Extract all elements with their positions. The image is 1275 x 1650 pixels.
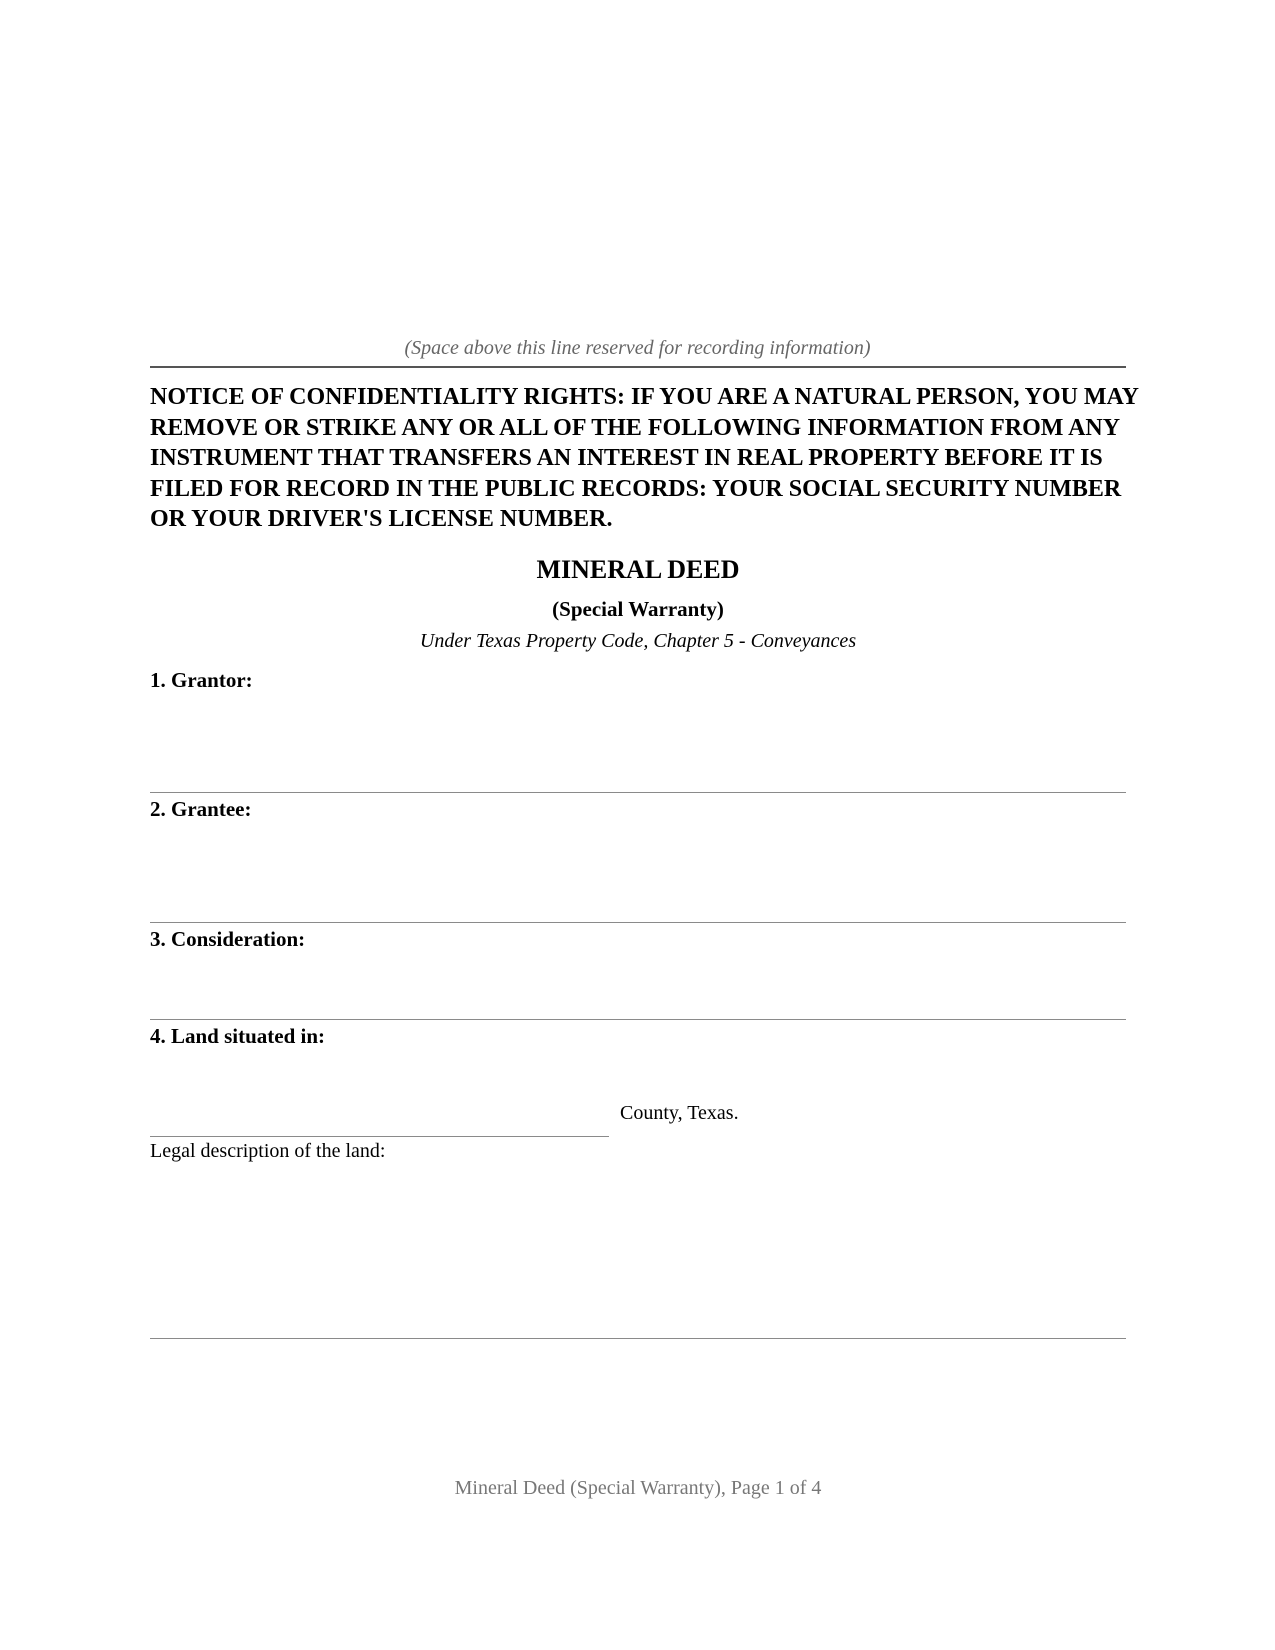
land-situated-label: 4. Land situated in: [150,1024,326,1048]
recording-divider [150,366,1126,368]
county-suffix: County, Texas. [620,1102,739,1124]
consideration-label: 3. Consideration: [150,927,306,951]
legal-description-entry-line[interactable] [150,1338,1126,1339]
county-entry-line[interactable] [150,1136,609,1137]
statute-reference: Under Texas Property Code, Chapter 5 - Conveyances [419,630,857,652]
legal-description-label: Legal description of the land: [150,1140,386,1162]
page-footer: Mineral Deed (Special Warranty), Page 1 of 4 [454,1477,822,1499]
grantor-label: 1. Grantor: [150,668,253,692]
consideration-entry-line[interactable] [150,1019,1126,1020]
document-title: MINERAL DEED [536,555,740,584]
recording-info-note: (Space above this line reserved for recording information) [404,337,871,359]
confidentiality-notice: NOTICE OF CONFIDENTIALITY RIGHTS: IF YOU ARE A NATURAL PERSON, YOU MAY REMOVE OR STRIKE ANY OR ALL OF THE FOLLOWING INFORMATION FROM ANY INSTRUMENT THAT TRANSFERS AN INTEREST IN REAL PROPERTY BEFORE IT IS FILED FOR RECORD IN THE PUBLIC RECORDS: YOUR SOCIAL SECURITY NUMBER OR YOUR DRIVER'S LICENSE NUMBER. [150,384,1139,532]
grantor-entry-line[interactable] [150,792,1126,793]
grantee-entry-line[interactable] [150,922,1126,923]
grantee-label: 2. Grantee: [150,797,252,821]
document-subtitle: (Special Warranty) [552,597,724,621]
